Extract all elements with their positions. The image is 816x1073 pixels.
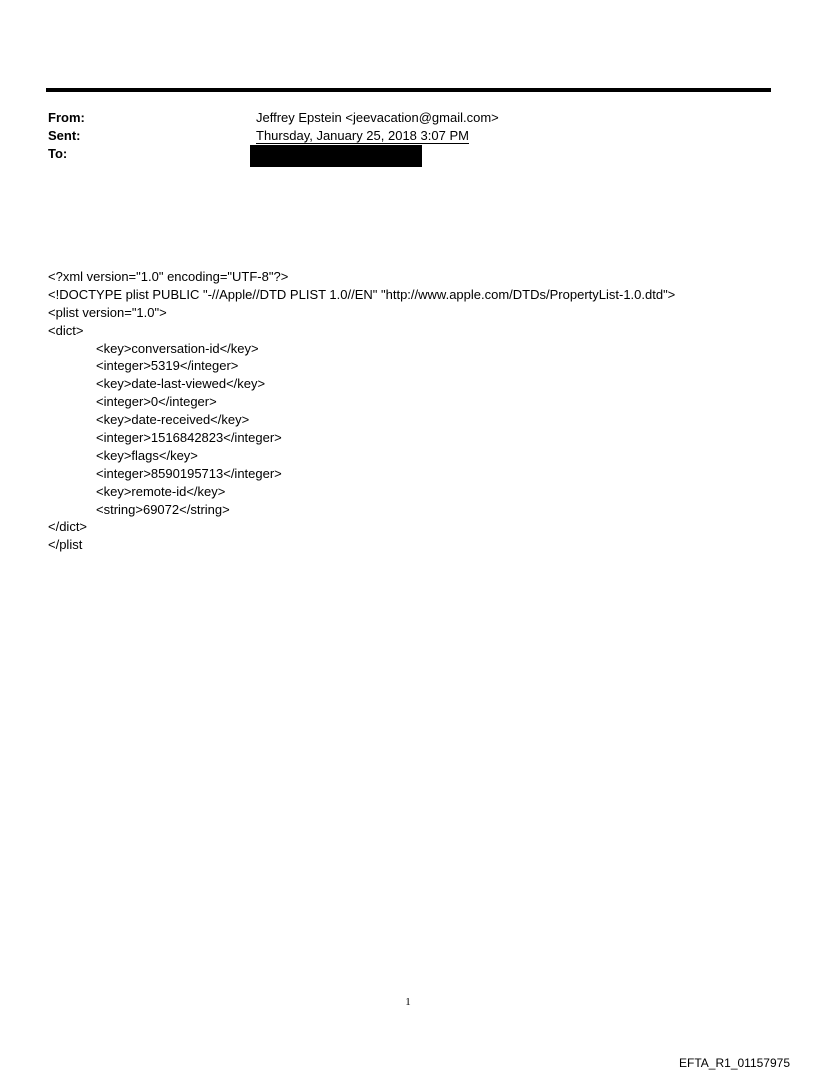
body-line: </dict> (48, 519, 88, 535)
body-line: <integer>1516842823</integer> (96, 430, 282, 446)
to-row (48, 144, 768, 162)
sent-underline (256, 143, 469, 144)
body-line: <integer>8590195713</integer> (96, 465, 282, 481)
body-line: <key>flags</key> (96, 447, 198, 463)
from-value: Jeffrey Epstein <jeevacation@gmail.com> (256, 109, 499, 125)
from-row (48, 108, 768, 126)
bates-number: EFTA_R1_01157975 (679, 1056, 790, 1070)
body-line: <!DOCTYPE plist PUBLIC "-//Apple//DTD PLIST 1.0//EN" "http://www.apple.com/DTDs/PropertyList-1.0.dtd"> (48, 286, 676, 302)
email-header (48, 108, 768, 162)
header-divider (46, 88, 771, 92)
body-line: <key>conversation-id</key> (96, 340, 259, 356)
body-line: <integer>5319</integer> (96, 358, 239, 374)
sent-value-text: Thursday, January 25, 2018 3:07 PM (256, 127, 469, 143)
body-line: <dict> (48, 322, 84, 338)
from-label: From: (48, 109, 85, 125)
body-line: <key>date-last-viewed</key> (96, 376, 266, 392)
sent-label: Sent: (48, 127, 81, 143)
sent-value (256, 128, 469, 143)
body-line: <key>remote-id</key> (96, 483, 226, 499)
body-line: <plist version="1.0"> (48, 304, 167, 320)
body-line: <?xml version="1.0" encoding="UTF-8"?> (48, 269, 289, 284)
body-line: <string>69072</string> (96, 501, 230, 517)
body-line: </plist (48, 537, 83, 553)
sent-row (48, 126, 768, 144)
body-line: <integer>0</integer> (96, 394, 217, 410)
to-label: To: (48, 145, 68, 161)
body-line: <key>date-received</key> (96, 412, 250, 428)
message-body (48, 268, 788, 554)
redaction-box (250, 145, 422, 167)
page-number: 1 (405, 996, 411, 1008)
